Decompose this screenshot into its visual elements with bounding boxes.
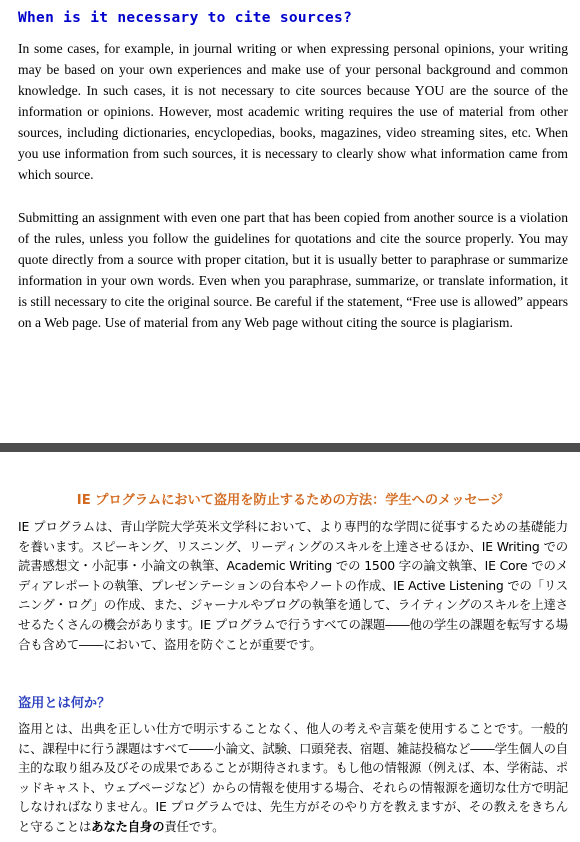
paragraph-jp-1: IE プログラムは、青山学院大学英米文学科において、より専門的な学問に従事するための基礎能力を養います。スピーキング、リスニング、リーディングのスキルを上達させるほか、IE Writing での読書感想文・小記事・小論文の執筆、Academic Writing での 1500 字の論文執筆、IE Core でのメディアレポートの執筆、プレゼンテーションの台本やノートの作成、IE Active Listening での「リスニング・ログ」の作成、また、ジャーナルやブログの執筆を通して、ライティングのスキルを上達させるたくさんの機会があります。IE プログラムで行うすべての課題――他の学生の課題を転写する場合も含めて――において、盗用を防ぐことが重要です。	[18, 519, 568, 652]
section-title-jp: IE プログラムにおいて盗用を防止するための方法：学生へのメッセージ	[76, 493, 504, 508]
section-title-en: When is it necessary to cite sources?	[18, 10, 353, 26]
subsection-title-jp: 盗用とは何か？	[18, 696, 111, 711]
paragraph-en-2: Submitting an assignment with even one part that has been copied from another source is a violation of the rules, unless you follow the guidelines for quotations and cite the source properly. You may quote directly from a source with proper citation, but it is usually better to paraphrase or summarize information in your own words. Even when you paraphrase, summarize, or translate information, it is still necessary to cite the original source. Be careful if the statement, “Free use is allowed” appears on a Web page. Use of material from any Web page without citing the source is plagiarism.	[18, 210, 568, 330]
paragraph-en-1: In some cases, for example, in journal writing or when expressing personal opinions, your writing may be based on your own experiences and make use of your personal background and common knowledge. In such cases, it is not necessary to cite sources because YOU are the source of the information or opinions. However, most academic writing requires the use of material from other sources, including dictionaries, encyclopedias, books, magazines, video streaming sites, etc. When you use information from such sources, it is necessary to clearly show what information came from which source.	[18, 41, 568, 182]
paragraph-jp-2-end: 責任です。	[164, 818, 225, 834]
paragraph-jp-2	[18, 719, 568, 837]
paragraph-jp-2-emphasis: あなた自身の	[91, 818, 165, 834]
section-divider	[0, 443, 580, 452]
paragraph-jp-2-text: 盗用とは、出典を正しい仕方で明示することなく、他人の考えや言葉を使用することです。一般的に、課程中に行う課題はすべて――小論文、試験、口頭発表、宿題、雑誌投稿など――学生個人の自主的な取り組み及びその成果であることが期待されます。もし他の情報源（例えば、本、学術誌、ポッドキャスト、ウェブページなど）からの情報を使用する場合、それらの情報源を適切な仕方で明記しなければなりません。IE プログラムでは、先生方がそのやり方を教えますが、その教えをきちんと守ることは	[18, 721, 568, 834]
